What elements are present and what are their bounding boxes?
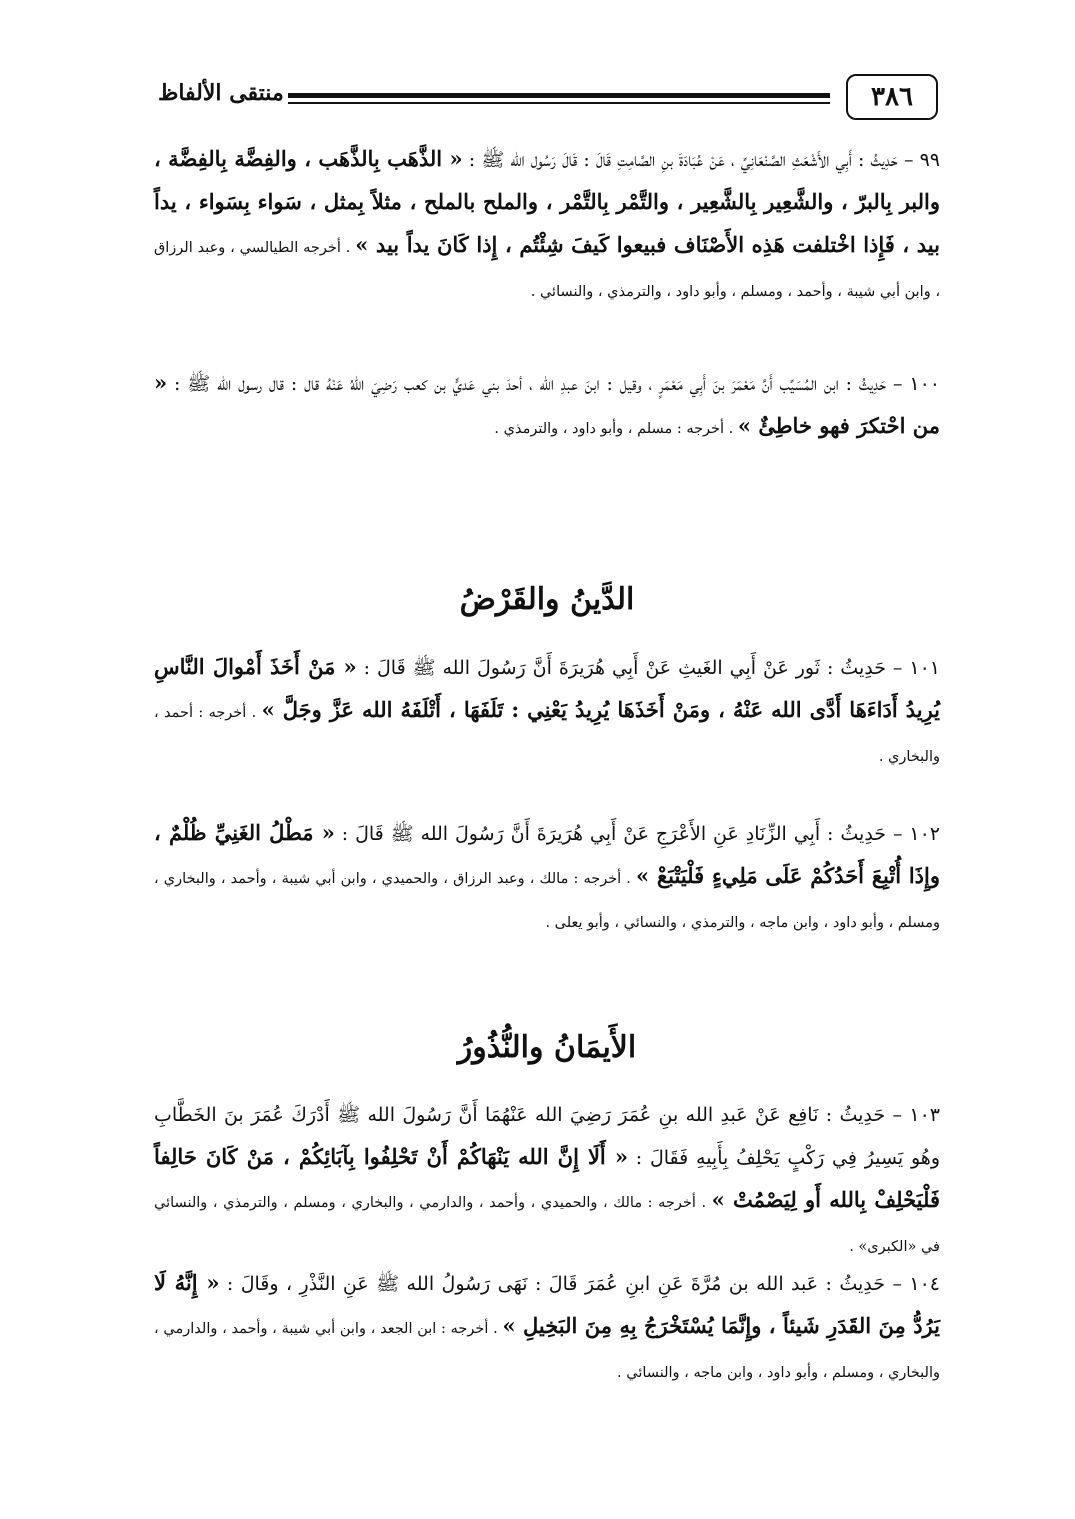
hadith-source: . أخرجه : مالك ، والحميدي ، وأحمد ، والدارمي ، والبخاري ، ومسلم ، والترمذي ، والنسائي في «الكبرى» .: [154, 1195, 940, 1255]
hadith-matn: « أَلَا إِنَّ الله يَنْهَاكُمْ أَنْ تَحْلِفُوا بِآبَائِكُمْ ، مَنْ كَانَ حَالِفاً فَلْيَحْلِفْ بِالله أَو لِيَصْمُتْ »: [154, 1144, 940, 1212]
hadith-source: . أخرجه : ابن الجعد ، وابن أبي شيبة ، وأحمد ، والدارمي ، والبخاري ، ومسلم ، وأبو داود ، وابن ماجه ، والنسائي .: [154, 1321, 940, 1381]
hadith-paragraph: [154, 1262, 940, 1394]
hadith-number: ٩٩ –: [903, 149, 940, 171]
hadith-paragraph: [154, 1094, 940, 1268]
hadith-matn: « من احْتكرَ فهو خاطِئٌ »: [154, 370, 940, 438]
hadith-isnad: حَدِيثُ : أَبِي الزِّنَادِ عَنِ الأَعْرَجِ عَنْ أَبِي هُرَيرَةَ أَنَّ رَسُولَ الله ﷺ قَالَ :: [334, 823, 893, 845]
hadith-number: ١٠٣ –: [892, 1104, 940, 1126]
hadith-paragraph: [154, 138, 940, 313]
hadith-paragraph: [154, 812, 940, 944]
section-title-debt: الدَّينُ والقَرْضُ: [459, 582, 635, 617]
book-title: منتقى الألفاظ: [158, 80, 284, 106]
hadith-isnad: حَدِيثُ : ابن المُسَيِّب أَنَّ مَعْمَرَ بنَ أَبِي مَعْمَرٍ ، وقيل : ابنَ عبدِ الله ، أحدَ بني عَديٍّ بن كعب رَضِيَ اللهُ عَنْهُ قال : قال رسول الله ﷺ :: [167, 373, 894, 395]
hadith-isnad: حَدِيثُ : نَافِع عَنْ عَبدِ الله بنِ عُمَرَ رَضِيَ الله عَنْهُمَا أَنَّ رَسُولَ الله ﷺ أَدْرَكَ عُمَرَ بنَ الخَطَّابِ وهُو يَسِيرُ فِي رَكْبٍ يَحْلِفُ بِأَبِيهِ فَقَالَ :: [154, 1104, 941, 1169]
hadith-isnad: حَدِيثُ : ثَور عَنْ أَبِي الغَيثِ عَنْ أَبِي هُرَيرَةَ أَنَّ رَسُولَ الله ﷺ قَالَ :: [356, 657, 893, 679]
page-header: [158, 74, 938, 122]
hadith-matn: « مَطْلُ الغَنِيِّ ظُلْمٌ ، وإِذَا أُتْبِعَ أَحَدُكُمْ عَلَى مَلِيءٍ فَلْيَتْبَعْ »: [154, 820, 941, 888]
hadith-source: . أخرجه الطيالسي ، وعبد الرزاق ، وابن أبي شيبة ، وأحمد ، ومسلم ، وأبو داود ، والترمذي ، والنسائي .: [154, 240, 940, 300]
hadith-matn: « مَنْ أَخَذَ أَمْوالَ النَّاسِ يُرِيدُ أَدَاءَهَا أَدَّى الله عَنْهُ ، ومَنْ أَخَذَهَا يُرِيدُ يَعْنِي : تَلَفَهَا ، أَتْلَفَهُ الله عَزَّ وجَلَّ »: [154, 654, 940, 722]
hadith-source: . أخرجه : مسلم ، وأبو داود ، والترمذي .: [494, 421, 738, 437]
hadith-99: [154, 138, 940, 313]
hadith-paragraph: [154, 362, 940, 450]
hadith-104: [154, 1262, 940, 1394]
hadith-number: ١٠٠ –: [893, 373, 940, 395]
hadith-source: . أخرجه : مالك ، وعبد الرزاق ، والحميدي ، وابن أبي شيبة ، وأحمد ، والبخاري ، ومسلم ، وأبو داود ، وابن ماجه ، والترمذي ، والنسائي ، وأبو يعلى .: [154, 871, 940, 931]
page-number: ٣٨٦: [846, 74, 938, 120]
hadith-matn: « إِنَّهُ لَا يَرُدُّ مِنَ القَدَرِ شَيئاً ، وإِنَّمَا يُسْتَخْرَجُ بِهِ مِنَ البَخِيلِ »: [154, 1270, 940, 1338]
hadith-paragraph: [154, 646, 940, 778]
hadith-101: [154, 646, 940, 778]
hadith-number: ١٠٢ –: [892, 823, 940, 845]
hadith-number: ١٠١ –: [892, 657, 940, 679]
hadith-source: . أخرجه : أحمد ، والبخاري .: [154, 705, 940, 765]
hadith-isnad: حَدِيثُ : أَبِي الأَشْعَثِ الصَّنْعَانِيِّ ، عَنْ عُبَادَةَ بنِ الصَّامِتِ قَالَ : قَالَ رَسُول الله ﷺ :: [462, 149, 904, 171]
hadith-100: [154, 362, 940, 450]
hadith-number: ١٠٤ –: [892, 1273, 940, 1295]
hadith-103: [154, 1094, 940, 1268]
header-rule: [288, 93, 830, 104]
hadith-isnad: حَدِيثُ : عَبد الله بن مُرَّةَ عَنِ ابنِ عُمَرَ قَالَ : نَهَى رَسُولُ الله ﷺ عَنِ النَّذْرِ ، وقَالَ :: [219, 1273, 893, 1295]
section-title-oaths: الأَيمَانُ والنُّذُورُ: [457, 1030, 637, 1065]
hadith-102: [154, 812, 940, 944]
hadith-matn: « الذَّهَب بِالذَّهَب ، والفِضَّة بِالفِضَّة ، والبر بِالبرّ ، والشَّعِير بِالشَّعِير ، والتَّمْر بِالتَّمْر ، والملح بالملح ، مثلاً بِمثل ، سَواء بِسَواء ، يداً بيد ، فَإِذا اخْتلفت هَذِه الأَصْنَاف فبيعوا كَيفَ شِئْتُم ، إِذا كَانَ يداً بيد »: [154, 146, 940, 257]
